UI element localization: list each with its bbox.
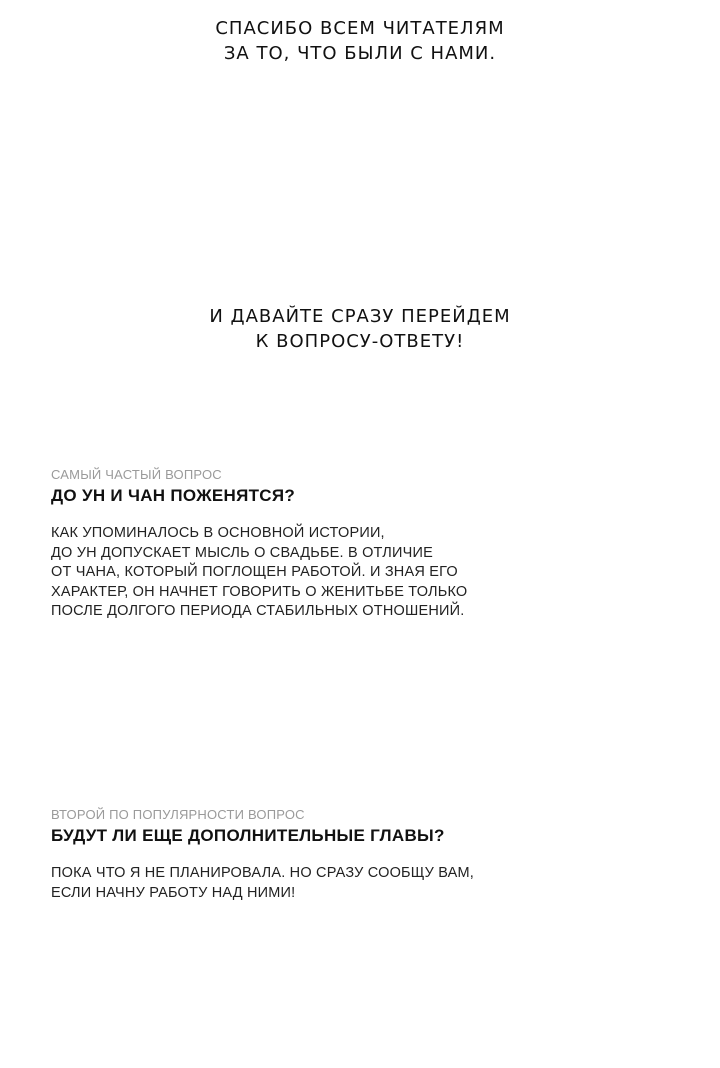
question-category-label: ВТОРОЙ ПО ПОПУЛЯРНОСТИ ВОПРОС: [51, 807, 305, 822]
answer-line: КАК УПОМИНАЛОСЬ В ОСНОВНОЙ ИСТОРИИ,: [51, 525, 385, 541]
answer-line: ОТ ЧАНА, КОТОРЫЙ ПОГЛОЩЕН РАБОТОЙ. И ЗНАЯ ЕГО: [51, 564, 458, 580]
answer-line: ЕСЛИ НАЧНУ РАБОТУ НАД НИМИ!: [51, 884, 296, 901]
thanks-message: [0, 16, 720, 66]
qa-intro-message: [0, 304, 720, 354]
answer-text: [51, 524, 691, 622]
answer-line: ПОСЛЕ ДОЛГОГО ПЕРИОДА СТАБИЛЬНЫХ ОТНОШЕНИЙ.: [51, 603, 465, 619]
thanks-line: СПАСИБО ВСЕМ ЧИТАТЕЛЯМ: [215, 18, 505, 39]
answer-line: ПОКА ЧТО Я НЕ ПЛАНИРОВАЛА. НО СРАЗУ СООБЩУ ВАМ,: [51, 865, 474, 881]
answer-text: [51, 864, 691, 903]
thanks-line: ЗА ТО, ЧТО БЫЛИ С НАМИ.: [223, 43, 497, 64]
qa-item: [51, 466, 691, 622]
question-heading: ДО УН И ЧАН ПОЖЕНЯТСЯ?: [51, 486, 296, 505]
answer-line: ХАРАКТЕР, ОН НАЧНЕТ ГОВОРИТЬ О ЖЕНИТЬБЕ ТОЛЬКО: [51, 583, 468, 600]
question-category-label: САМЫЙ ЧАСТЫЙ ВОПРОС: [51, 467, 222, 482]
qa-item: [51, 806, 691, 903]
answer-line: ДО УН ДОПУСКАЕТ МЫСЛЬ О СВАДЬБЕ. В ОТЛИЧИЕ: [51, 544, 433, 561]
intro-line: К ВОПРОСУ-ОТВЕТУ!: [255, 331, 465, 352]
intro-line: И ДАВАЙТЕ СРАЗУ ПЕРЕЙДЕМ: [209, 306, 511, 327]
question-heading: БУДУТ ЛИ ЕЩЕ ДОПОЛНИТЕЛЬНЫЕ ГЛАВЫ?: [51, 826, 445, 845]
